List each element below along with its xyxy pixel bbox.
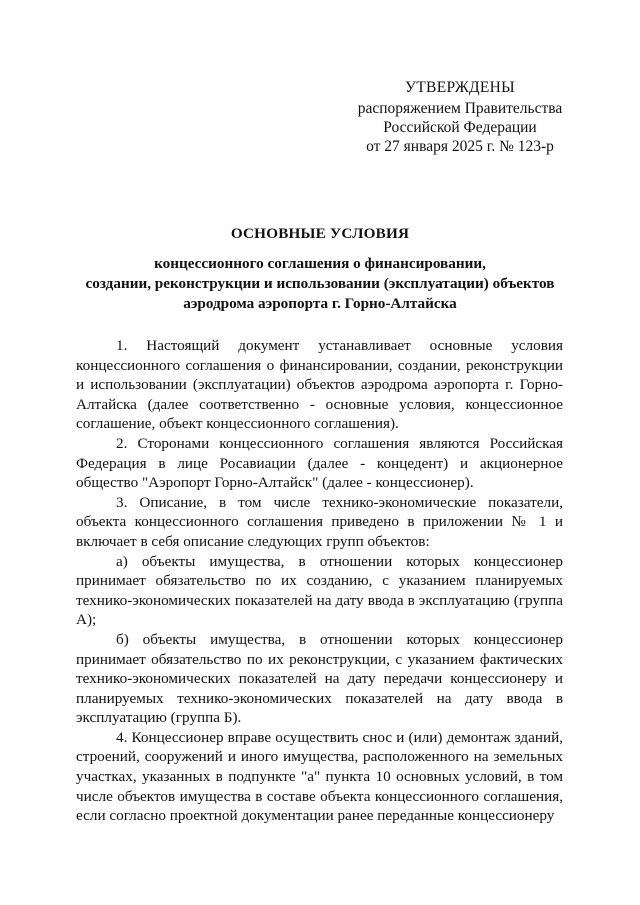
subtitle-line-3: аэродрома аэропорта г. Горно-Алтайска (183, 295, 457, 312)
subtitle-line-2: создании, реконструкции и использовании (эксплуатации) объектов (85, 275, 555, 292)
approval-line-1: распоряжением Правительства (357, 100, 563, 117)
paragraph-3a: а) объекты имущества, в отношении которых концессионер принимает обязательство по их созданию, с указанием планируемых технико-экономических показателей на дату ввода в эксплуатацию (группа А); (76, 552, 563, 629)
approval-stamp (340, 78, 580, 156)
approval-line-2: Российской Федерации (383, 119, 537, 136)
approval-heading: УТВЕРЖДЕНЫ (405, 79, 515, 96)
approval-line-3: от 27 января 2025 г. № 123-р (366, 138, 554, 155)
main-title: ОСНОВНЫЕ УСЛОВИЯ (230, 225, 410, 242)
paragraph-4: 4. Концессионер вправе осуществить снос и (или) демонтаж зданий, строений, сооружений и иного имущества, расположенного на земельных участках, указанных в подпункте "а" пункта 10 основных условий, в том числе объектов имущества в составе объекта концессионного соглашения, если согласно проектной документации ранее переданные концессионеру (76, 728, 563, 825)
paragraph-3b: б) объекты имущества, в отношении которых концессионер принимает обязательство по их реконструкции, с указанием фактических технико-экономических показателей на дату передачи концессионеру и планируемых технико-экономических показателей на дату ввода в эксплуатацию (группа Б). (76, 630, 563, 727)
document-title (60, 224, 580, 314)
subtitle-line-1: концессионного соглашения о финансировании, (154, 255, 486, 272)
paragraph-2: 2. Сторонами концессионного соглашения являются Российская Федерация в лице Росавиации (далее - концедент) и акционерное общество "Аэропорт Горно-Алтайск" (далее - концессионер). (76, 434, 563, 492)
document-body (76, 336, 563, 826)
paragraph-1: 1. Настоящий документ устанавливает основные условия концессионного соглашения о финансировании, создании, реконструкции и использовании (эксплуатации) объектов аэродрома аэропорта г. Горно-Алтайска (далее соответственно - основные условия, концессионное соглашение, объект концессионного соглашения). (76, 337, 563, 433)
paragraph-3: 3. Описание, в том числе технико-экономические показатели, объекта концессионного соглашения приведено в приложении № 1 и включает в себя описание следующих групп объектов: (76, 493, 563, 550)
